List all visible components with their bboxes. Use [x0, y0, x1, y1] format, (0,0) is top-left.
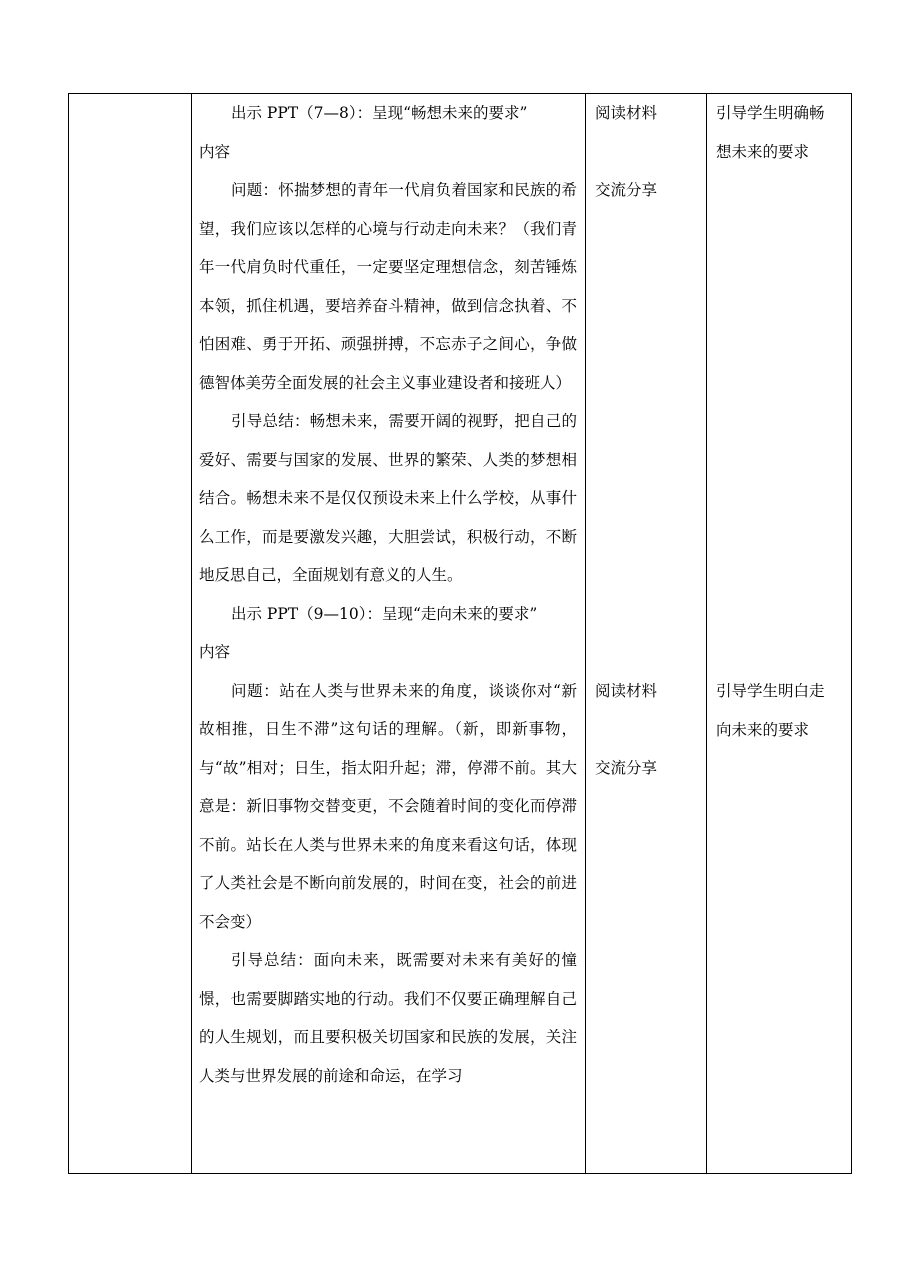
- column-divider-1: [191, 93, 192, 1174]
- section1-title-cont: 内容: [199, 142, 231, 161]
- teaching-content-column: [199, 94, 577, 1095]
- method-section2: [595, 672, 703, 788]
- section1-question: 问题：怀揣梦想的青年一代肩负着国家和民族的希望，我们应该以怎样的心境与行动走向未来？（我们青年一代肩负时代重任，一定要坚定理想信念，刻苦锤炼本领，抓住机遇，要培养奋斗精神，做到信念执着、不怕困难、勇于开拓、顽强拼搏，不忘赤子之间心，争做德智体美劳全面发展的社会主义事业建设者和接班人）: [199, 181, 577, 392]
- intent-2-line2: 向未来的要求: [716, 720, 810, 739]
- intent-2-line1: 引导学生明白走: [716, 682, 825, 700]
- section2-title: 出示 PPT（9—10）：呈现“走向未来的要求”: [231, 604, 538, 623]
- method-read-1: 阅读材料: [595, 104, 658, 122]
- section2-title-cont: 内容: [199, 643, 231, 661]
- method-section1: [595, 94, 703, 210]
- section1-summary: 引导总结：畅想未来，需要开阔的视野，把自己的爱好、需要与国家的发展、世界的繁荣、人类的梦想相结合。畅想未来不是仅仅预设未来上什么学校，从事什么工作，而是要激发兴趣，大胆尝试，积极行动，不断地反思自己，全面规划有意义的人生。: [199, 412, 577, 584]
- method-read-2: 阅读材料: [595, 682, 658, 700]
- intent-1-line1: 引导学生明确畅: [716, 104, 825, 122]
- intent-1-line2: 想未来的要求: [716, 142, 810, 161]
- column-divider-3: [706, 93, 707, 1174]
- intent-section1: [716, 94, 846, 171]
- section2-summary: 引导总结：面向未来，既需要对未来有美好的憧憬，也需要脚踏实地的行动。我们不仅要正确理解自己的人生规划，而且要积极关切国家和民族的发展，关注人类与世界发展的前途和命运，在学习: [199, 951, 577, 1085]
- method-share-2: 交流分享: [595, 759, 658, 777]
- column-divider-2: [585, 93, 586, 1174]
- section2-question: 问题：站在人类与世界未来的角度，谈谈你对“新故相推，日生不滞”这句话的理解。（新，即新事物，与“故”相对；日生，指太阳升起；滞，停滞不前。其大意是：新旧事物交替变更，不会随着时间的变化而停滞不前。站长在人类与世界未来的角度来看这句话，体现了人类社会是不断向前发展的，时间在变，社会的前进不会变）: [199, 681, 577, 931]
- method-share-1: 交流分享: [595, 181, 658, 199]
- intent-section2: [716, 672, 846, 749]
- section1-title: 出示 PPT（7—8）：呈现“畅想未来的要求”: [231, 104, 528, 122]
